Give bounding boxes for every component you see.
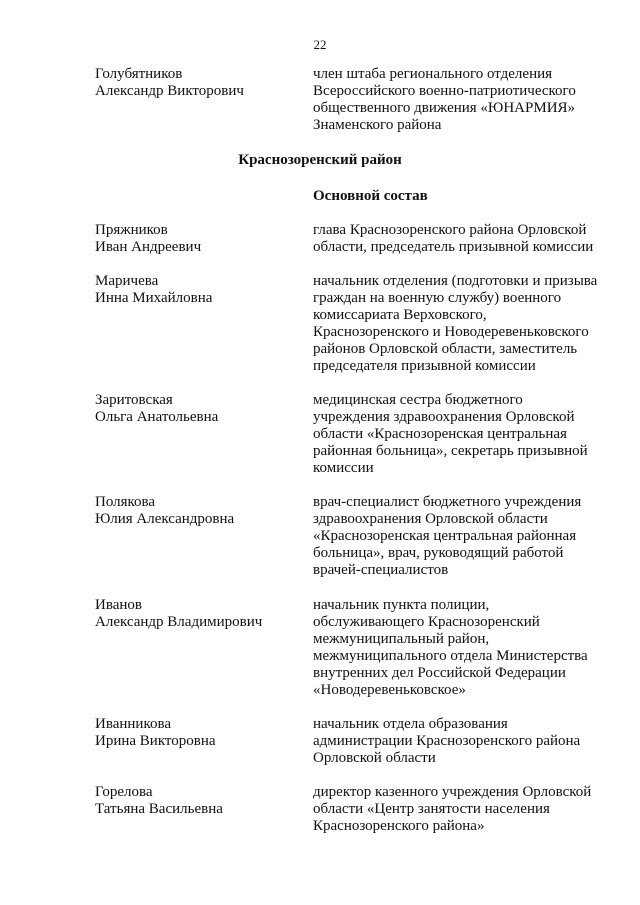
position-line: медицинская сестра бюджетного [313,392,523,408]
position-line: здравоохранения Орловской области [313,511,548,527]
member-position [313,597,628,699]
name-line: Горелова [95,784,153,800]
position-line: член штаба регионального отделения [313,66,553,82]
position-line: глава Краснозоренского района Орловской [313,222,587,238]
position-line: Всероссийского военно-патриотического [313,83,576,99]
name-line: Александр Владимирович [95,614,263,630]
position-line: директор казенного учреждения Орловской [313,784,592,800]
position-line: области «Центр занятости населения [313,801,550,817]
member-name [95,494,300,528]
position-line: «Краснозоренская центральная районная [313,528,577,544]
member-name [95,784,300,818]
position-line: врачей-специалистов [313,562,449,578]
position-line: комиссии [313,460,374,476]
position-line: председателя призывной комиссии [313,358,536,374]
member-name [95,392,300,426]
position-line: районная больница», секретарь призывной [313,443,588,459]
position-line: начальник отделения (подготовки и призыва [313,273,598,289]
section-title: Основной состав [313,188,428,204]
name-line: Татьяна Васильевна [95,801,223,817]
name-line: Ольга Анатольевна [95,409,219,425]
position-line: комиссариата Верховского, [313,307,487,323]
position-line: начальник пункта полиции, [313,597,490,613]
name-line: Заритовская [95,392,173,408]
name-line: Пряжников [95,222,168,238]
position-line: Краснозоренского района» [313,818,485,834]
position-line: начальник отдела образования [313,716,508,732]
position-line: области «Краснозоренская центральная [313,426,567,442]
name-line: Ирина Викторовна [95,733,216,749]
name-line: Юлия Александровна [95,511,235,527]
position-line: межмуниципального отдела Министерства [313,648,588,664]
member-position [313,784,628,835]
position-line: администрации Краснозоренского района [313,733,581,749]
position-line: Знаменского района [313,117,442,133]
member-position [313,222,628,256]
position-line: общественного движения «ЮНАРМИЯ» [313,100,576,116]
name-line: Маричева [95,273,159,289]
member-position [313,66,628,134]
position-line: учреждения здравоохранения Орловской [313,409,575,425]
name-line: Голубятников [95,66,183,82]
member-position [313,494,628,579]
member-position [313,273,628,375]
page-number: 22 [313,37,327,52]
district-title: Краснозоренский район [238,152,402,168]
member-name [95,597,300,631]
member-position [313,716,628,767]
name-line: Иванникова [95,716,172,732]
position-line: Орловской области [313,750,436,766]
name-line: Полякова [95,494,156,510]
name-line: Иванов [95,597,142,613]
position-line: области, председатель призывной комиссии [313,239,594,255]
member-name [95,273,300,307]
position-line: районов Орловской области, заместитель [313,341,578,357]
position-line: «Новодеревеньковское» [313,682,466,698]
name-line: Иван Андреевич [95,239,202,255]
position-line: Краснозоренского и Новодеревеньковского [313,324,589,340]
position-line: межмуниципальный район, [313,631,490,647]
name-line: Инна Михайловна [95,290,213,306]
position-line: внутренних дел Российской Федерации [313,665,566,681]
member-name [95,66,300,100]
member-name [95,716,300,750]
name-line: Александр Викторович [95,83,244,99]
position-line: граждан на военную службу) военного [313,290,562,306]
member-position [313,392,628,477]
position-line: обслуживающего Краснозоренский [313,614,540,630]
position-line: врач-специалист бюджетного учреждения [313,494,582,510]
member-name [95,222,300,256]
position-line: больница», врач, руководящий работой [313,545,564,561]
